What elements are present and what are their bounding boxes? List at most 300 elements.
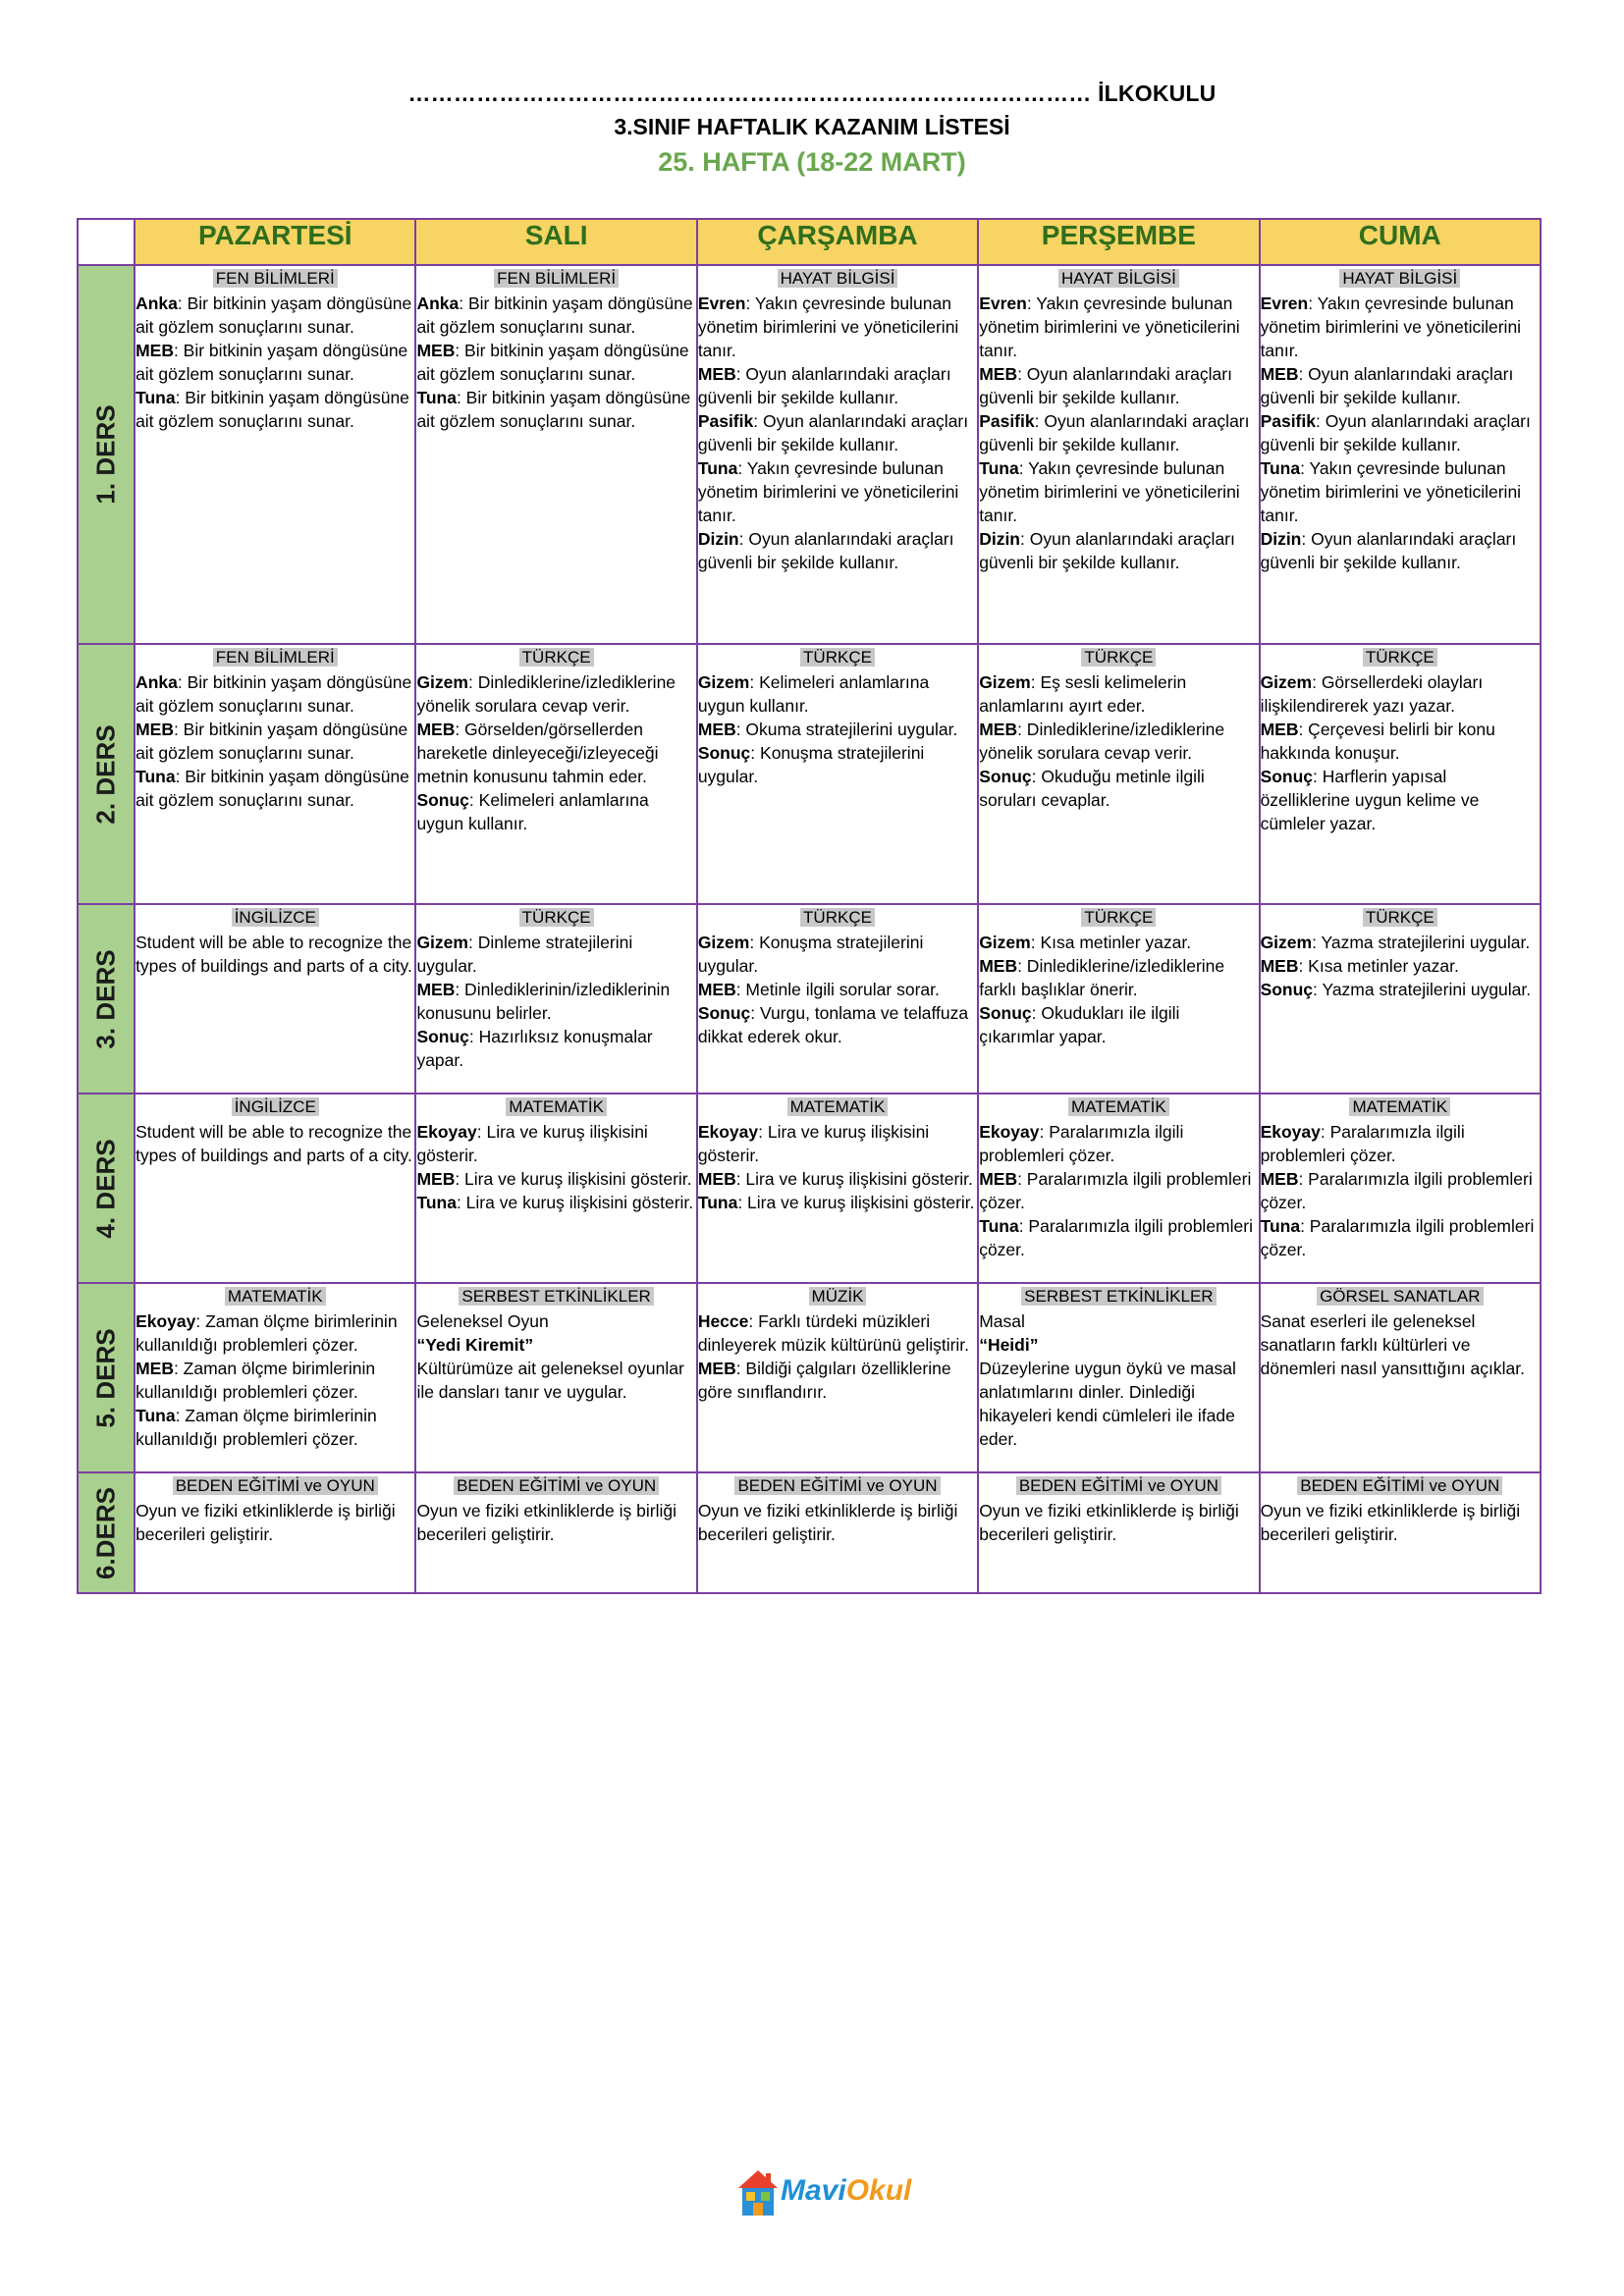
objective-line	[698, 978, 977, 1001]
objective-text: : Yakın çevresinde bulunan yönetim birimlerini ve yöneticilerini tanır.	[979, 458, 1240, 525]
objective-text: : Bir bitkinin yaşam döngüsüne ait gözlem sonuçlarını sunar.	[135, 341, 408, 384]
objective-text: : Paralarımızla ilgili problemleri çözer.	[1260, 1169, 1533, 1212]
source-label: Gizem	[1260, 672, 1313, 692]
objective-text: : Kısa metinler yazar.	[1030, 933, 1192, 952]
source-label: Hecce	[697, 1311, 749, 1331]
objective-text: : Görsellerdeki olayları ilişkilendirerek yazı yazar.	[1260, 672, 1484, 716]
subject-heading	[416, 1284, 695, 1308]
objective-text: : Lira ve kuruş ilişkisini gösterir.	[737, 1193, 975, 1212]
source-label: Tuna	[979, 1216, 1019, 1236]
schedule-cell-wednesday	[697, 644, 978, 904]
subject-heading	[1261, 266, 1540, 291]
objective-text: : Kelimeleri anlamlarına uygun kullanır.	[697, 672, 930, 716]
schedule-cell-wednesday	[697, 1094, 978, 1283]
schedule-cell-friday	[1260, 1283, 1541, 1472]
objective-line	[1261, 670, 1540, 718]
subject-label: MATEMATİK	[1349, 1097, 1450, 1116]
subject-heading	[1261, 905, 1540, 930]
objective-line	[698, 292, 977, 362]
objective-line	[1261, 527, 1540, 574]
objective-line	[1261, 765, 1540, 835]
objective-line	[979, 1120, 1258, 1167]
source-label: Evren	[979, 294, 1027, 313]
source-label: Tuna	[135, 388, 176, 407]
objective-text: : Görselden/görsellerden hareketle dinleyeceği/izleyeceği metnin konusunu tahmin eder.	[416, 720, 659, 786]
schedule-cell-wednesday	[697, 1472, 978, 1593]
subject-label: FEN BİLİMLERİ	[213, 648, 338, 667]
source-label: Ekoyay	[697, 1122, 759, 1142]
objective-text: : Dinlediklerine/izlediklerine farklı başlıklar önerir.	[979, 956, 1225, 999]
schedule-cell-friday	[1260, 1472, 1541, 1593]
objective-text: Oyun ve fiziki etkinliklerde iş birliği becerileri geliştirir.	[979, 1501, 1239, 1544]
lesson-label: 1. DERS	[90, 404, 121, 505]
objective-text: Sanat eserleri ile geleneksel sanatların farklı kültürleri ve dönemleri nasıl yansıttığını açıklar.	[1260, 1311, 1526, 1378]
objective-text: : Vurgu, tonlama ve telaffuza dikkat ederek okur.	[697, 1003, 969, 1046]
subject-heading	[1261, 645, 1540, 669]
source-label: MEB	[697, 1359, 736, 1378]
schedule-cell-monday	[135, 1283, 415, 1472]
subject-label: İNGİLİZCE	[232, 1097, 319, 1116]
source-label: Sonuç	[697, 743, 751, 763]
objective-line	[135, 386, 414, 433]
objective-text: Oyun ve fiziki etkinliklerde iş birliği becerileri geliştirir.	[416, 1501, 677, 1544]
source-label: Dizin	[1260, 529, 1302, 549]
source-label: MEB	[135, 720, 174, 739]
objective-line	[979, 1001, 1258, 1048]
objective-line	[1261, 1499, 1540, 1546]
source-label: Gizem	[697, 933, 750, 952]
objective-line	[698, 741, 977, 788]
source-label: Sonuç	[416, 1027, 469, 1046]
schedule-cell-wednesday	[697, 1283, 978, 1472]
objective-text: : Kelimeleri anlamlarına uygun kullanır.	[416, 790, 649, 833]
subject-label: TÜRKÇE	[1363, 908, 1437, 927]
objective-text: : Konuşma stratejilerini uygular.	[697, 743, 925, 786]
subject-heading	[135, 1284, 414, 1308]
objective-text: : Zaman ölçme birimlerinin kullanıldığı problemleri çözer.	[135, 1359, 376, 1402]
objective-text: : Farklı türdeki müzikleri dinleyerek müzik kültürünü geliştirir.	[697, 1311, 970, 1355]
objective-line	[979, 718, 1258, 765]
source-label: Pasifik	[697, 411, 754, 431]
objective-text: : Eş sesli kelimelerin anlamlarını ayırt eder.	[979, 672, 1187, 716]
subject-label: TÜRKÇE	[519, 908, 594, 927]
schedule-cell-thursday	[978, 1472, 1259, 1593]
objective-text: : Okuma stratejilerini uygular.	[735, 720, 958, 739]
source-label: Gizem	[416, 672, 468, 692]
objective-line	[698, 362, 977, 409]
lesson-label: 2. DERS	[90, 723, 121, 825]
lesson-row	[78, 1094, 1541, 1283]
source-label: “Yedi Kiremit”	[416, 1335, 534, 1355]
subject-heading	[698, 266, 977, 291]
source-label: MEB	[979, 956, 1018, 976]
objective-line	[698, 409, 977, 456]
objective-text: : Yakın çevresinde bulunan yönetim birimlerini ve yöneticilerini tanır.	[1260, 458, 1522, 525]
objective-text: : Oyun alanlarındaki araçları güvenli bir şekilde kullanır.	[979, 411, 1250, 454]
source-label: MEB	[697, 980, 736, 999]
objective-text: Geleneksel Oyun	[416, 1311, 549, 1331]
objective-text: : Oyun alanlarındaki araçları güvenli bir şekilde kullanır.	[1260, 364, 1514, 407]
objective-line	[1261, 931, 1540, 954]
source-label: Gizem	[697, 672, 750, 692]
source-label: Gizem	[979, 672, 1031, 692]
objective-line	[135, 1499, 414, 1546]
lesson-label: 6.DERS	[90, 1486, 121, 1579]
source-label: Tuna	[416, 388, 457, 407]
subject-label: BEDEN EĞİTİMİ ve OYUN	[734, 1476, 940, 1495]
objective-text: : Bir bitkinin yaşam döngüsüne ait gözlem sonuçlarını sunar.	[416, 388, 691, 431]
objective-text: : Lira ve kuruş ilişkisini gösterir.	[416, 1122, 648, 1165]
day-header-monday: PAZARTESİ	[135, 219, 415, 265]
subject-heading	[1261, 1095, 1540, 1119]
objective-line	[698, 718, 977, 741]
subject-label: BEDEN EĞİTİMİ ve OYUN	[1297, 1476, 1502, 1495]
schedule-cell-monday	[135, 1472, 415, 1593]
schedule-cell-tuesday	[415, 904, 696, 1094]
subject-heading	[979, 266, 1258, 291]
source-label: MEB	[697, 1169, 736, 1189]
day-header-friday: CUMA	[1260, 219, 1541, 265]
subject-label: TÜRKÇE	[519, 648, 594, 667]
objective-text: : Oyun alanlarındaki araçları güvenli bir şekilde kullanır.	[1260, 529, 1517, 572]
subject-heading	[135, 645, 414, 669]
objective-text: : Yazma stratejilerini uygular.	[1312, 933, 1531, 952]
subject-label: MATEMATİK	[787, 1097, 889, 1116]
schedule-cell-monday	[135, 265, 415, 644]
source-label: MEB	[979, 720, 1018, 739]
source-label: Evren	[1260, 294, 1309, 313]
objective-line	[979, 292, 1258, 362]
source-label: MEB	[1260, 1169, 1299, 1189]
subject-heading	[979, 1473, 1258, 1498]
objective-line	[979, 456, 1258, 527]
source-label: Tuna	[135, 767, 176, 786]
source-label: Tuna	[697, 458, 738, 478]
subject-label: HAYAT BİLGİSİ	[778, 269, 898, 288]
logo-text-okul: Okul	[845, 2174, 912, 2207]
subject-label: MATEMATİK	[1068, 1097, 1169, 1116]
source-label: Gizem	[1260, 933, 1313, 952]
lesson-row	[78, 1472, 1541, 1593]
subject-heading	[416, 1473, 695, 1498]
subject-label: BEDEN EĞİTİMİ ve OYUN	[454, 1476, 659, 1495]
subject-label: TÜRKÇE	[1363, 648, 1437, 667]
objective-line	[416, 1357, 695, 1404]
objective-text: Düzeylerine uygun öykü ve masal anlatımlarını dinler. Dinlediği hikayeleri kendi cümleleri ile ifade eder.	[979, 1359, 1236, 1449]
source-label: Sonuç	[979, 1003, 1032, 1023]
source-label: MEB	[697, 364, 736, 384]
schedule-cell-thursday	[978, 265, 1259, 644]
source-label: MEB	[979, 1169, 1018, 1189]
objective-text: : Zaman ölçme birimlerinin kullanıldığı problemleri çözer.	[135, 1406, 377, 1449]
lesson-label-cell	[78, 644, 135, 904]
source-label: Sonuç	[416, 790, 469, 810]
objective-line	[979, 1214, 1258, 1261]
schedule-cell-friday	[1260, 644, 1541, 904]
source-label: Pasifik	[979, 411, 1035, 431]
subject-label: GÖRSEL SANATLAR	[1317, 1287, 1483, 1306]
objective-line	[698, 1167, 977, 1191]
lesson-row	[78, 644, 1541, 904]
source-label: Dizin	[697, 529, 739, 549]
objective-text: : Oyun alanlarındaki araçları güvenli bir şekilde kullanır.	[697, 411, 969, 454]
objective-line	[1261, 409, 1540, 456]
source-label: MEB	[416, 341, 456, 360]
source-label: MEB	[135, 1359, 174, 1378]
lesson-label-cell	[78, 265, 135, 644]
objective-line	[416, 339, 695, 386]
subject-heading	[698, 645, 977, 669]
subject-label: BEDEN EĞİTİMİ ve OYUN	[1016, 1476, 1221, 1495]
subject-heading	[979, 645, 1258, 669]
source-label: Ekoyay	[979, 1122, 1040, 1142]
schedule-cell-friday	[1260, 1094, 1541, 1283]
objective-text: : Lira ve kuruş ilişkisini gösterir.	[697, 1122, 930, 1165]
objective-line	[416, 788, 695, 835]
source-label: Anka	[135, 294, 178, 313]
objective-text: : Metinle ilgili sorular sorar.	[735, 980, 940, 999]
source-label: Sonuç	[1260, 767, 1314, 786]
schedule-cell-monday	[135, 1094, 415, 1283]
objective-line	[1261, 1214, 1540, 1261]
source-label: Evren	[697, 294, 746, 313]
logo-text-mavi: Mavi	[781, 2174, 846, 2207]
objective-line	[1261, 456, 1540, 527]
objective-line	[135, 1404, 414, 1451]
maviokul-logo	[736, 2164, 912, 2223]
document-title: 3.SINIF HAFTALIK KAZANIM LİSTESİ	[614, 114, 1010, 139]
objective-line	[135, 765, 414, 812]
lesson-label-cell	[78, 1283, 135, 1472]
objective-text: : Yakın çevresinde bulunan yönetim birimlerini ve yöneticilerini tanır.	[697, 294, 959, 360]
lesson-label: 4. DERS	[90, 1138, 121, 1239]
subject-heading	[1261, 1284, 1540, 1308]
source-label: “Heidi”	[979, 1335, 1039, 1355]
objective-line	[416, 1167, 695, 1191]
objective-text: : Dinlediklerinin/izlediklerinin konusunu belirler.	[416, 980, 671, 1023]
objective-line	[135, 339, 414, 386]
schedule-cell-friday	[1260, 265, 1541, 644]
objective-text: : Paralarımızla ilgili problemleri çözer.	[1260, 1216, 1535, 1259]
source-label: MEB	[1260, 956, 1299, 976]
objective-line	[979, 1499, 1258, 1546]
subject-heading	[698, 1095, 977, 1119]
lesson-label: 5. DERS	[90, 1327, 121, 1428]
subject-heading	[135, 1473, 414, 1498]
subject-heading	[698, 1473, 977, 1498]
schedule-cell-tuesday	[415, 644, 696, 904]
objective-text: : Oyun alanlarındaki araçları güvenli bir şekilde kullanır.	[697, 529, 954, 572]
objective-line	[416, 386, 695, 433]
objective-text: : Paralarımızla ilgili problemleri çözer.	[1260, 1122, 1465, 1165]
objective-line	[416, 292, 695, 339]
subject-heading	[979, 905, 1258, 930]
lesson-row	[78, 904, 1541, 1094]
weekly-schedule-table	[77, 218, 1542, 1594]
objective-line	[416, 1499, 695, 1546]
source-label: Anka	[416, 294, 460, 313]
logo-text	[781, 2174, 911, 2208]
subject-label: İNGİLİZCE	[232, 908, 319, 927]
subject-heading	[135, 266, 414, 291]
source-label: Sonuç	[1260, 980, 1314, 999]
objective-line	[979, 1357, 1258, 1451]
objective-text: : Bir bitkinin yaşam döngüsüne ait gözlem sonuçlarını sunar.	[416, 341, 689, 384]
schedule-cell-thursday	[978, 1283, 1259, 1472]
subject-heading	[698, 1284, 977, 1308]
subject-label: MATEMATİK	[225, 1287, 326, 1306]
lesson-row	[78, 265, 1541, 644]
objective-line	[698, 527, 977, 574]
schedule-cell-tuesday	[415, 1094, 696, 1283]
objective-line	[979, 931, 1258, 954]
objective-line	[698, 1499, 977, 1546]
subject-label: FEN BİLİMLERİ	[213, 269, 338, 288]
subject-label: MÜZİK	[809, 1287, 867, 1306]
schedule-cell-monday	[135, 904, 415, 1094]
objective-text: Masal	[979, 1311, 1025, 1331]
subject-label: TÜRKÇE	[800, 648, 875, 667]
objective-text: : Paralarımızla ilgili problemleri çözer.	[979, 1216, 1253, 1259]
source-label: Tuna	[1260, 458, 1301, 478]
objective-line	[135, 670, 414, 718]
corner-cell	[78, 219, 135, 265]
objective-line	[1261, 1120, 1540, 1167]
source-label: Tuna	[135, 1406, 176, 1425]
objective-text: : Okudukları ile ilgili çıkarımlar yapar.	[979, 1003, 1180, 1046]
lesson-label: 3. DERS	[90, 948, 121, 1049]
lesson-label-cell	[78, 1472, 135, 1593]
objective-line	[135, 1120, 414, 1167]
objective-line	[979, 670, 1258, 718]
objective-text: Kültürümüze ait geleneksel oyunlar ile dansları tanır ve uygular.	[416, 1359, 684, 1402]
objective-line	[135, 931, 414, 978]
day-header-thursday: PERŞEMBE	[978, 219, 1259, 265]
objective-text: : Çerçevesi belirli bir konu hakkında konuşur.	[1260, 720, 1495, 763]
source-label: Ekoyay	[1260, 1122, 1321, 1142]
objective-line	[698, 1357, 977, 1404]
subject-heading	[979, 1284, 1258, 1308]
objective-line	[416, 931, 695, 978]
objective-line	[979, 1333, 1258, 1357]
objective-line	[979, 1309, 1258, 1333]
objective-line	[698, 1309, 977, 1357]
lesson-label-cell	[78, 904, 135, 1094]
objective-line	[135, 292, 414, 339]
objective-text: : Oyun alanlarındaki araçları güvenli bir şekilde kullanır.	[697, 364, 951, 407]
subject-heading	[416, 905, 695, 930]
objective-text: : Paralarımızla ilgili problemleri çözer.	[979, 1169, 1252, 1212]
source-label: MEB	[1260, 720, 1299, 739]
objective-line	[1261, 362, 1540, 409]
objective-text: : Oyun alanlarındaki araçları güvenli bir şekilde kullanır.	[979, 364, 1232, 407]
schedule-cell-thursday	[978, 644, 1259, 904]
objective-text: : Paralarımızla ilgili problemleri çözer.	[979, 1122, 1184, 1165]
objective-line	[698, 1191, 977, 1214]
objective-line	[416, 1120, 695, 1167]
objective-text: : Bir bitkinin yaşam döngüsüne ait gözlem sonuçlarını sunar.	[135, 388, 409, 431]
objective-text: : Oyun alanlarındaki araçları güvenli bir şekilde kullanır.	[1260, 411, 1531, 454]
source-label: Tuna	[416, 1193, 457, 1212]
objective-line	[698, 1120, 977, 1167]
subject-label: TÜRKÇE	[1081, 908, 1156, 927]
objective-line	[698, 931, 977, 978]
subject-label: TÜRKÇE	[1081, 648, 1156, 667]
schedule-cell-wednesday	[697, 265, 978, 644]
subject-label: HAYAT BİLGİSİ	[1058, 269, 1179, 288]
objective-text: : Bir bitkinin yaşam döngüsüne ait gözlem sonuçlarını sunar.	[135, 294, 412, 337]
objective-text: : Hazırlıksız konuşmalar yapar.	[416, 1027, 653, 1070]
objective-text: : Lira ve kuruş ilişkisini gösterir.	[735, 1169, 973, 1189]
subject-heading	[135, 905, 414, 930]
objective-line	[979, 765, 1258, 812]
source-label: MEB	[416, 1169, 456, 1189]
lesson-label-cell	[78, 1094, 135, 1283]
week-title: 25. HAFTA (18-22 MART)	[658, 147, 966, 177]
subject-heading	[416, 1095, 695, 1119]
day-header-wednesday: ÇARŞAMBA	[697, 219, 978, 265]
objective-line	[416, 1191, 695, 1214]
subject-label: HAYAT BİLGİSİ	[1339, 269, 1460, 288]
subject-label: SERBEST ETKİNLİKLER	[459, 1287, 653, 1306]
objective-line	[698, 456, 977, 527]
house-icon	[736, 2168, 780, 2219]
objective-text: : Bir bitkinin yaşam döngüsüne ait gözlem sonuçlarını sunar.	[416, 294, 693, 337]
objective-text: : Bildiği çalgıları özelliklerine göre sınıflandırır.	[697, 1359, 951, 1402]
objective-line	[979, 362, 1258, 409]
objective-line	[416, 1333, 695, 1357]
schedule-cell-tuesday	[415, 1283, 696, 1472]
objective-text: Oyun ve fiziki etkinliklerde iş birliği becerileri geliştirir.	[697, 1501, 958, 1544]
objective-line	[416, 718, 695, 788]
source-label: Gizem	[416, 933, 468, 952]
schedule-cell-tuesday	[415, 1472, 696, 1593]
source-label: MEB	[416, 720, 456, 739]
objective-text: : Zaman ölçme birimlerinin kullanıldığı problemleri çözer.	[135, 1311, 398, 1355]
source-label: MEB	[697, 720, 736, 739]
schedule-cell-wednesday	[697, 904, 978, 1094]
source-label: Tuna	[697, 1193, 738, 1212]
objective-line	[416, 978, 695, 1025]
objective-text: : Okuduğu metinle ilgili soruları cevaplar.	[979, 767, 1205, 810]
objective-line	[416, 670, 695, 718]
schedule-cell-friday	[1260, 904, 1541, 1094]
source-label: Ekoyay	[416, 1122, 477, 1142]
source-label: Pasifik	[1260, 411, 1316, 431]
subject-label: MATEMATİK	[506, 1097, 607, 1116]
schedule-cell-thursday	[978, 1094, 1259, 1283]
subject-label: TÜRKÇE	[800, 908, 875, 927]
objective-line	[979, 409, 1258, 456]
schedule-cell-tuesday	[415, 265, 696, 644]
objective-line	[1261, 718, 1540, 765]
objective-line	[135, 1357, 414, 1404]
school-name: ……………………………………………………………………………… İLKOKULU	[407, 80, 1217, 106]
schedule-cell-thursday	[978, 904, 1259, 1094]
schedule-cell-monday	[135, 644, 415, 904]
source-label: Gizem	[979, 933, 1031, 952]
subject-heading	[135, 1095, 414, 1119]
objective-line	[1261, 978, 1540, 1001]
subject-heading	[979, 1095, 1258, 1119]
objective-text: Oyun ve fiziki etkinliklerde iş birliği becerileri geliştirir.	[1260, 1501, 1521, 1544]
objective-text: : Konuşma stratejilerini uygular.	[697, 933, 924, 976]
objective-text: : Bir bitkinin yaşam döngüsüne ait gözlem sonuçlarını sunar.	[135, 720, 408, 763]
objective-line	[698, 670, 977, 718]
objective-text: : Lira ve kuruş ilişkisini gösterir.	[455, 1169, 692, 1189]
source-label: MEB	[416, 980, 456, 999]
objective-text: : Kısa metinler yazar.	[1298, 956, 1459, 976]
